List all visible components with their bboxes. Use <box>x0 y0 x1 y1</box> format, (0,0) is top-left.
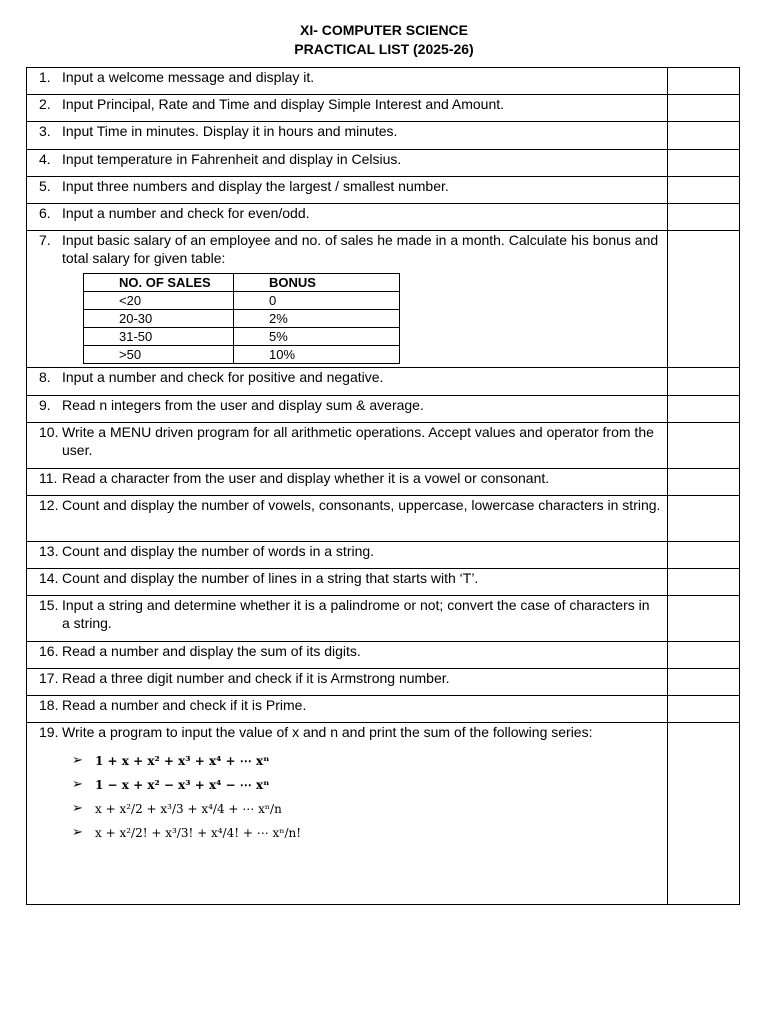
blank-cell <box>668 596 740 642</box>
item-text: Input a welcome message and display it. <box>62 69 315 85</box>
series-item <box>27 751 667 775</box>
item-text: Input three numbers and display the largest / smallest number. <box>62 178 449 194</box>
table-row <box>27 368 740 396</box>
item-text: Read a number and display the sum of its digits. <box>62 643 361 659</box>
table-row <box>27 150 740 177</box>
item-number: 2. <box>39 96 51 112</box>
blank-cell <box>668 204 740 231</box>
blank-cell <box>668 669 740 696</box>
blank-cell <box>668 368 740 396</box>
page-subtitle: PRACTICAL LIST (2025-26) <box>294 41 474 57</box>
item-number: 16. <box>39 643 59 659</box>
series-item <box>27 775 667 799</box>
item-number: 10. <box>39 424 59 440</box>
item-text: Write a program to input the value of x and n and print the sum of the following series: <box>62 724 593 740</box>
table-row <box>27 669 740 696</box>
item-text: Input a number and check for positive and negative. <box>62 369 384 385</box>
table-row <box>27 496 740 542</box>
table-row <box>27 177 740 204</box>
bonus-cell: 2% <box>234 310 400 328</box>
series-formula: x + x²/2 + x³/3 + x⁴/4 + ⋯ xⁿ/n <box>95 802 282 816</box>
item-text: Input a string and determine whether it is a palindrome or not; convert the case of characters in a string. <box>62 597 650 631</box>
arrow-bullet-icon: ➢ <box>72 777 83 792</box>
table-row <box>27 423 740 469</box>
item-text: Count and display the number of lines in a string that starts with ‘T’. <box>62 570 479 586</box>
item-number: 8. <box>39 369 51 385</box>
blank-cell <box>668 696 740 723</box>
bonus-cell: <20 <box>84 292 234 310</box>
item-number: 12. <box>39 497 59 513</box>
bonus-cell: 5% <box>234 328 400 346</box>
blank-cell <box>668 569 740 596</box>
series-item <box>27 799 667 823</box>
blank-cell <box>668 396 740 423</box>
blank-cell <box>668 122 740 150</box>
blank-cell <box>668 95 740 122</box>
table-row <box>27 68 740 95</box>
item-text: Read a number and check if it is Prime. <box>62 697 307 713</box>
item-number: 19. <box>39 724 59 740</box>
arrow-bullet-icon: ➢ <box>72 801 83 816</box>
item-number: 4. <box>39 151 51 167</box>
arrow-bullet-icon: ➢ <box>72 825 83 840</box>
table-row <box>27 204 740 231</box>
item-number: 1. <box>39 69 51 85</box>
table-row <box>27 469 740 496</box>
bonus-cell: 20-30 <box>84 310 234 328</box>
series-formula: 1 − x + x² − x³ + x⁴ − ⋯ xⁿ <box>95 778 270 792</box>
blank-cell <box>668 642 740 669</box>
item-text: Write a MENU driven program for all arithmetic operations. Accept values and operator from the user. <box>62 424 654 458</box>
table-row <box>27 723 740 905</box>
table-row <box>27 396 740 423</box>
item-text: Input temperature in Fahrenheit and display in Celsius. <box>62 151 402 167</box>
series-formula: 1 + x + x² + x³ + x⁴ + ⋯ xⁿ <box>95 754 270 768</box>
item-number: 13. <box>39 543 59 559</box>
bonus-cell: 10% <box>234 346 400 364</box>
item-number: 14. <box>39 570 59 586</box>
item-text: Input basic salary of an employee and no. of sales he made in a month. Calculate his bonus and total salary for given table: <box>62 232 659 266</box>
item-text: Count and display the number of vowels, consonants, uppercase, lowercase characters in string. <box>62 497 661 513</box>
blank-cell <box>668 723 740 905</box>
table-row <box>27 596 740 642</box>
item-text: Input Principal, Rate and Time and display Simple Interest and Amount. <box>62 96 505 112</box>
series-item <box>27 823 667 847</box>
item-number: 17. <box>39 670 59 686</box>
item-text: Count and display the number of words in a string. <box>62 543 375 559</box>
item-text: Input Time in minutes. Display it in hours and minutes. <box>62 123 398 139</box>
blank-cell <box>668 231 740 368</box>
arrow-bullet-icon: ➢ <box>72 753 83 768</box>
blank-cell <box>668 177 740 204</box>
item-number: 3. <box>39 123 51 139</box>
item-number: 5. <box>39 178 51 194</box>
bonus-cell: 0 <box>234 292 400 310</box>
table-row <box>27 95 740 122</box>
item-text: Read a three digit number and check if it is Armstrong number. <box>62 670 450 686</box>
bonus-header-sales: NO. OF SALES <box>84 274 234 292</box>
table-row <box>27 122 740 150</box>
item-text: Input a number and check for even/odd. <box>62 205 310 221</box>
item-number: 18. <box>39 697 59 713</box>
item-text: Read a character from the user and display whether it is a vowel or consonant. <box>62 470 550 486</box>
table-row <box>27 231 740 368</box>
bonus-cell: 31-50 <box>84 328 234 346</box>
item-text: Read n integers from the user and display sum & average. <box>62 397 424 413</box>
table-row <box>27 642 740 669</box>
blank-cell <box>668 496 740 542</box>
series-formula: x + x²/2! + x³/3! + x⁴/4! + ⋯ xⁿ/n! <box>95 826 302 840</box>
blank-cell <box>668 150 740 177</box>
item-number: 15. <box>39 597 59 613</box>
item-number: 11. <box>39 470 58 486</box>
blank-cell <box>668 469 740 496</box>
bonus-header-bonus: BONUS <box>234 274 400 292</box>
table-row <box>27 696 740 723</box>
practical-list-table <box>26 67 740 905</box>
item-number: 6. <box>39 205 51 221</box>
item-number: 7. <box>39 232 51 248</box>
page-title: XI- COMPUTER SCIENCE <box>299 22 468 38</box>
blank-cell <box>668 542 740 569</box>
item-number: 9. <box>39 397 51 413</box>
blank-cell <box>668 68 740 95</box>
bonus-table <box>83 273 400 364</box>
blank-cell <box>668 423 740 469</box>
table-row <box>27 542 740 569</box>
table-row <box>27 569 740 596</box>
series-list <box>27 751 667 847</box>
bonus-cell: >50 <box>84 346 234 364</box>
